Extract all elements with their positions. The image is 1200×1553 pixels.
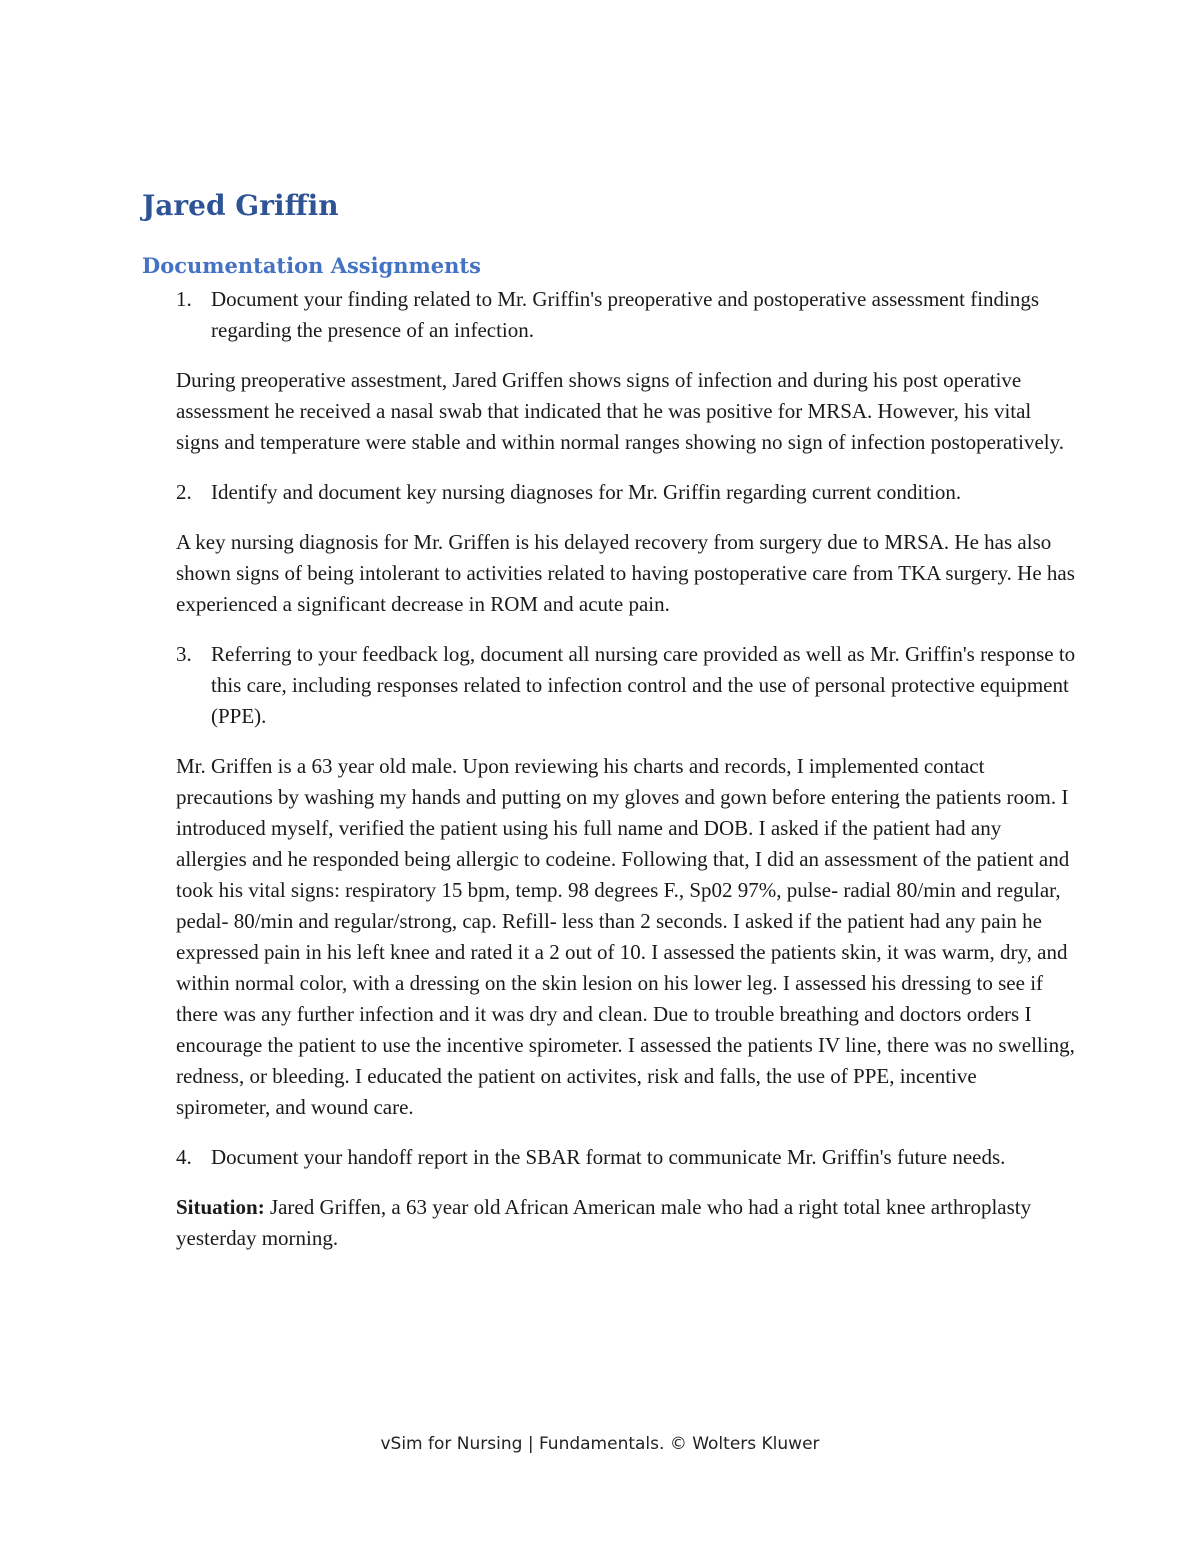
question-3 xyxy=(176,639,1076,732)
question-text: Referring to your feedback log, document all nursing care provided as well as Mr. Griffin's response to this care, including responses related to infection control and the use of personal protective equipment (PPE). xyxy=(211,642,1076,728)
question-2 xyxy=(176,477,1076,508)
question-number: 2. xyxy=(176,480,192,504)
sbar-situation-text: Jared Griffen, a 63 year old African American male who had a right total knee arthroplasty yesterday morning. xyxy=(176,1195,1032,1250)
question-text: Document your handoff report in the SBAR format to communicate Mr. Griffin's future needs. xyxy=(211,1145,1006,1169)
question-text: Document your finding related to Mr. Griffin's preoperative and postoperative assessment findings regarding the presence of an infection. xyxy=(211,287,1040,342)
page-footer: vSim for Nursing | Fundamentals. © Wolters Kluwer xyxy=(380,1434,820,1454)
section-heading: Documentation Assignments xyxy=(142,253,481,278)
question-1 xyxy=(176,284,1076,346)
answer-4 xyxy=(176,1192,1076,1254)
answer-1: During preoperative assestment, Jared Griffen shows signs of infection and during his post operative assessment he received a nasal swab that indicated that he was positive for MRSA. However, his vital signs and temperature were stable and within normal ranges showing no sign of infection postoperatively. xyxy=(176,368,1064,454)
question-text: Identify and document key nursing diagnoses for Mr. Griffin regarding current condition. xyxy=(211,480,962,504)
question-number: 1. xyxy=(176,287,192,311)
sbar-situation-label: Situation: xyxy=(176,1195,265,1219)
answer-3: Mr. Griffen is a 63 year old male. Upon reviewing his charts and records, I implemented contact precautions by washing my hands and putting on my gloves and gown before entering the patients room. I introduced myself, verified the patient using his full name and DOB. I asked if the patient had any allergies and he responded being allergic to codeine. Following that, I did an assessment of the patient and took his vital signs: respiratory 15 bpm, temp. 98 degrees F., Sp02 97%, pulse- radial 80/min and regular, pedal- 80/min and regular/strong, cap. Refill- less than 2 seconds. I asked if the patient had any pain he expressed pain in his left knee and rated it a 2 out of 10. I assessed the patients skin, it was warm, dry, and within normal color, with a dressing on the skin lesion on his lower leg. I assessed his dressing to see if there was any further infection and it was dry and clean. Due to trouble breathing and doctors orders I encourage the patient to use the incentive spirometer. I assessed the patients IV line, there was no swelling, redness, or bleeding. I educated the patient on activites, risk and falls, the use of PPE, incentive spirometer, and wound care. xyxy=(176,754,1075,1119)
question-4 xyxy=(176,1142,1076,1173)
document-title: Jared Griffin xyxy=(142,189,339,222)
answer-2: A key nursing diagnosis for Mr. Griffen is his delayed recovery from surgery due to MRSA. He has also shown signs of being intolerant to activities related to having postoperative care from TKA surgery. He has experienced a significant decrease in ROM and acute pain. xyxy=(176,530,1075,616)
assignment-list xyxy=(176,284,1076,1254)
question-number: 3. xyxy=(176,642,192,666)
question-number: 4. xyxy=(176,1145,192,1169)
